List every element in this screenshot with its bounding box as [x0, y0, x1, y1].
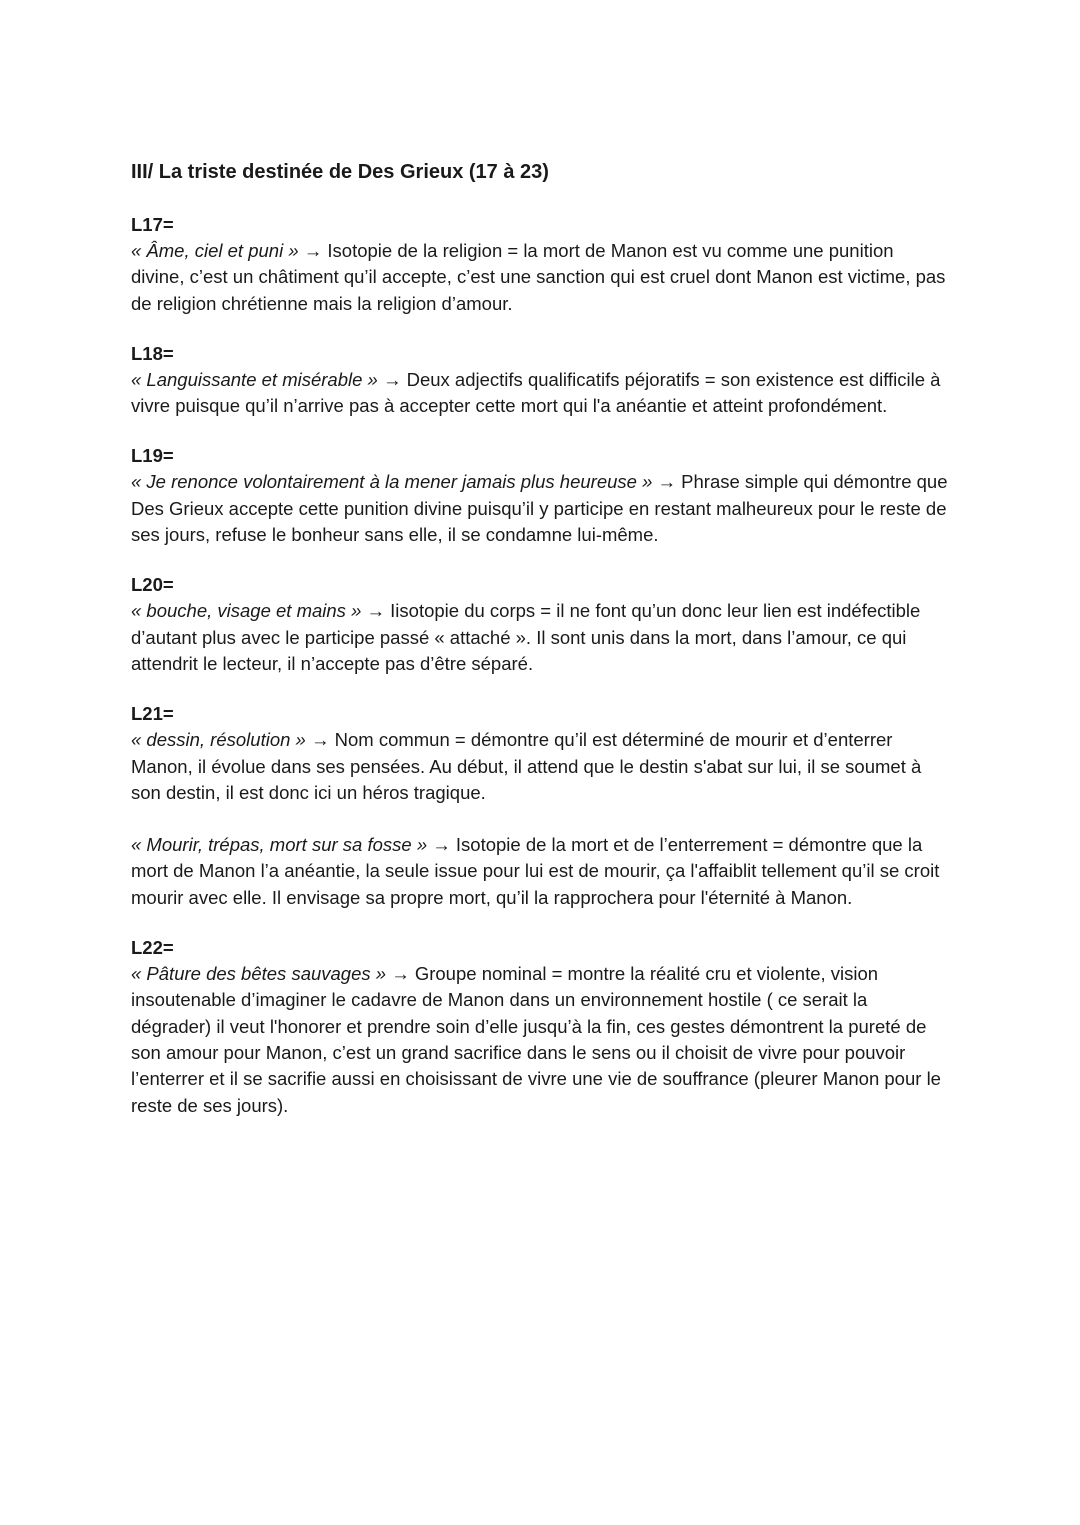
analysis-paragraph: [131, 367, 951, 420]
line-label: L18=: [131, 342, 174, 364]
citation: « Mourir, trépas, mort sur sa fosse »: [131, 834, 428, 856]
block-l22: [131, 935, 951, 1119]
analysis-paragraph: [131, 727, 951, 806]
line-label: L22=: [131, 937, 174, 959]
commentary: → Phrase simple qui démontre que Des Grieux accepte cette punition divine puisqu’il y participe en restant malheureux pour le reste de ses jours, refuse le bonheur sans elle, il se condamne lui-même.: [131, 471, 948, 546]
block-l20: [131, 572, 951, 677]
analysis-paragraph: [131, 598, 951, 677]
line-label: L20=: [131, 574, 174, 596]
line-label: L21=: [131, 703, 174, 725]
analysis-paragraph: [131, 961, 951, 1119]
section-title: III/ La triste destinée de Des Grieux (17 à 23): [131, 161, 549, 183]
line-label: L17=: [131, 214, 174, 235]
document-page: [131, 158, 951, 1143]
citation: « Âme, ciel et puni »: [131, 240, 299, 261]
citation: « dessin, résolution »: [131, 729, 306, 751]
block-l17: [131, 212, 951, 317]
citation: « Je renonce volontairement à la mener jamais plus heureuse »: [131, 471, 653, 493]
analysis-paragraph: [131, 469, 951, 548]
citation: « bouche, visage et mains »: [131, 600, 362, 622]
commentary: → Deux adjectifs qualificatifs péjoratifs = son existence est difficile à vivre puisque qu’il n’arrive pas à accepter cette mort qui l'a anéantie et atteint profondément.: [131, 368, 941, 417]
commentary: → Groupe nominal = montre la réalité cru et violente, vision insoutenable d’imaginer le cadavre de Manon dans un environnement hostile ( ce serait la dégrader) il veut l'honorer et prendre soin d’elle jusqu’à la fin, ces gestes démontrent la pureté de son amour pour Manon, c’est un grand sacrifice dans le sens ou il choisit de vivre pour pouvoir l’enterrer et il se sacrifie aussi en choisissant de vivre une vie de souffrance (pleurer Manon pour le reste de ses jours).: [131, 963, 941, 1116]
block-l21: [131, 701, 951, 911]
commentary: → Nom commun = démontre qu’il est déterminé de mourir et d’enterrer Manon, il évolue dans ses pensées. Au début, il attend que le destin s'abat sur lui, il se soumet à son destin, il est donc ici un héros tragique.: [131, 729, 922, 803]
block-l19: [131, 443, 951, 548]
citation: « Pâture des bêtes sauvages »: [131, 963, 387, 985]
line-label: L19=: [131, 445, 174, 467]
commentary: → Isotopie de la mort et de l’enterrement = démontre que la mort de Manon l’a anéantie, la seule issue pour lui est de mourir, ça l'affaiblit tellement qu’il se croit mourir avec elle. Il envisage sa propre mort, qu’il la rapprochera pour l'éternité à Manon.: [131, 834, 940, 908]
commentary: → Isotopie de la religion = la mort de Manon est vu comme une punition divine, c’est un châtiment qu’il accepte, c’est une sanction qui est cruel dont Manon est victime, pas de religion chrétienne mais la religion d’amour.: [131, 240, 946, 314]
citation: « Languissante et misérable »: [131, 368, 378, 390]
block-l18: [131, 341, 951, 420]
analysis-paragraph: [131, 238, 951, 317]
analysis-paragraph: [131, 832, 951, 911]
commentary: → Iisotopie du corps = il ne font qu’un donc leur lien est indéfectible d’autant plus avec le participe passé « attaché ». Il sont unis dans la mort, dans l’amour, ce qui attendrit le lecteur, il n’accepte pas d’être séparé.: [131, 600, 921, 674]
